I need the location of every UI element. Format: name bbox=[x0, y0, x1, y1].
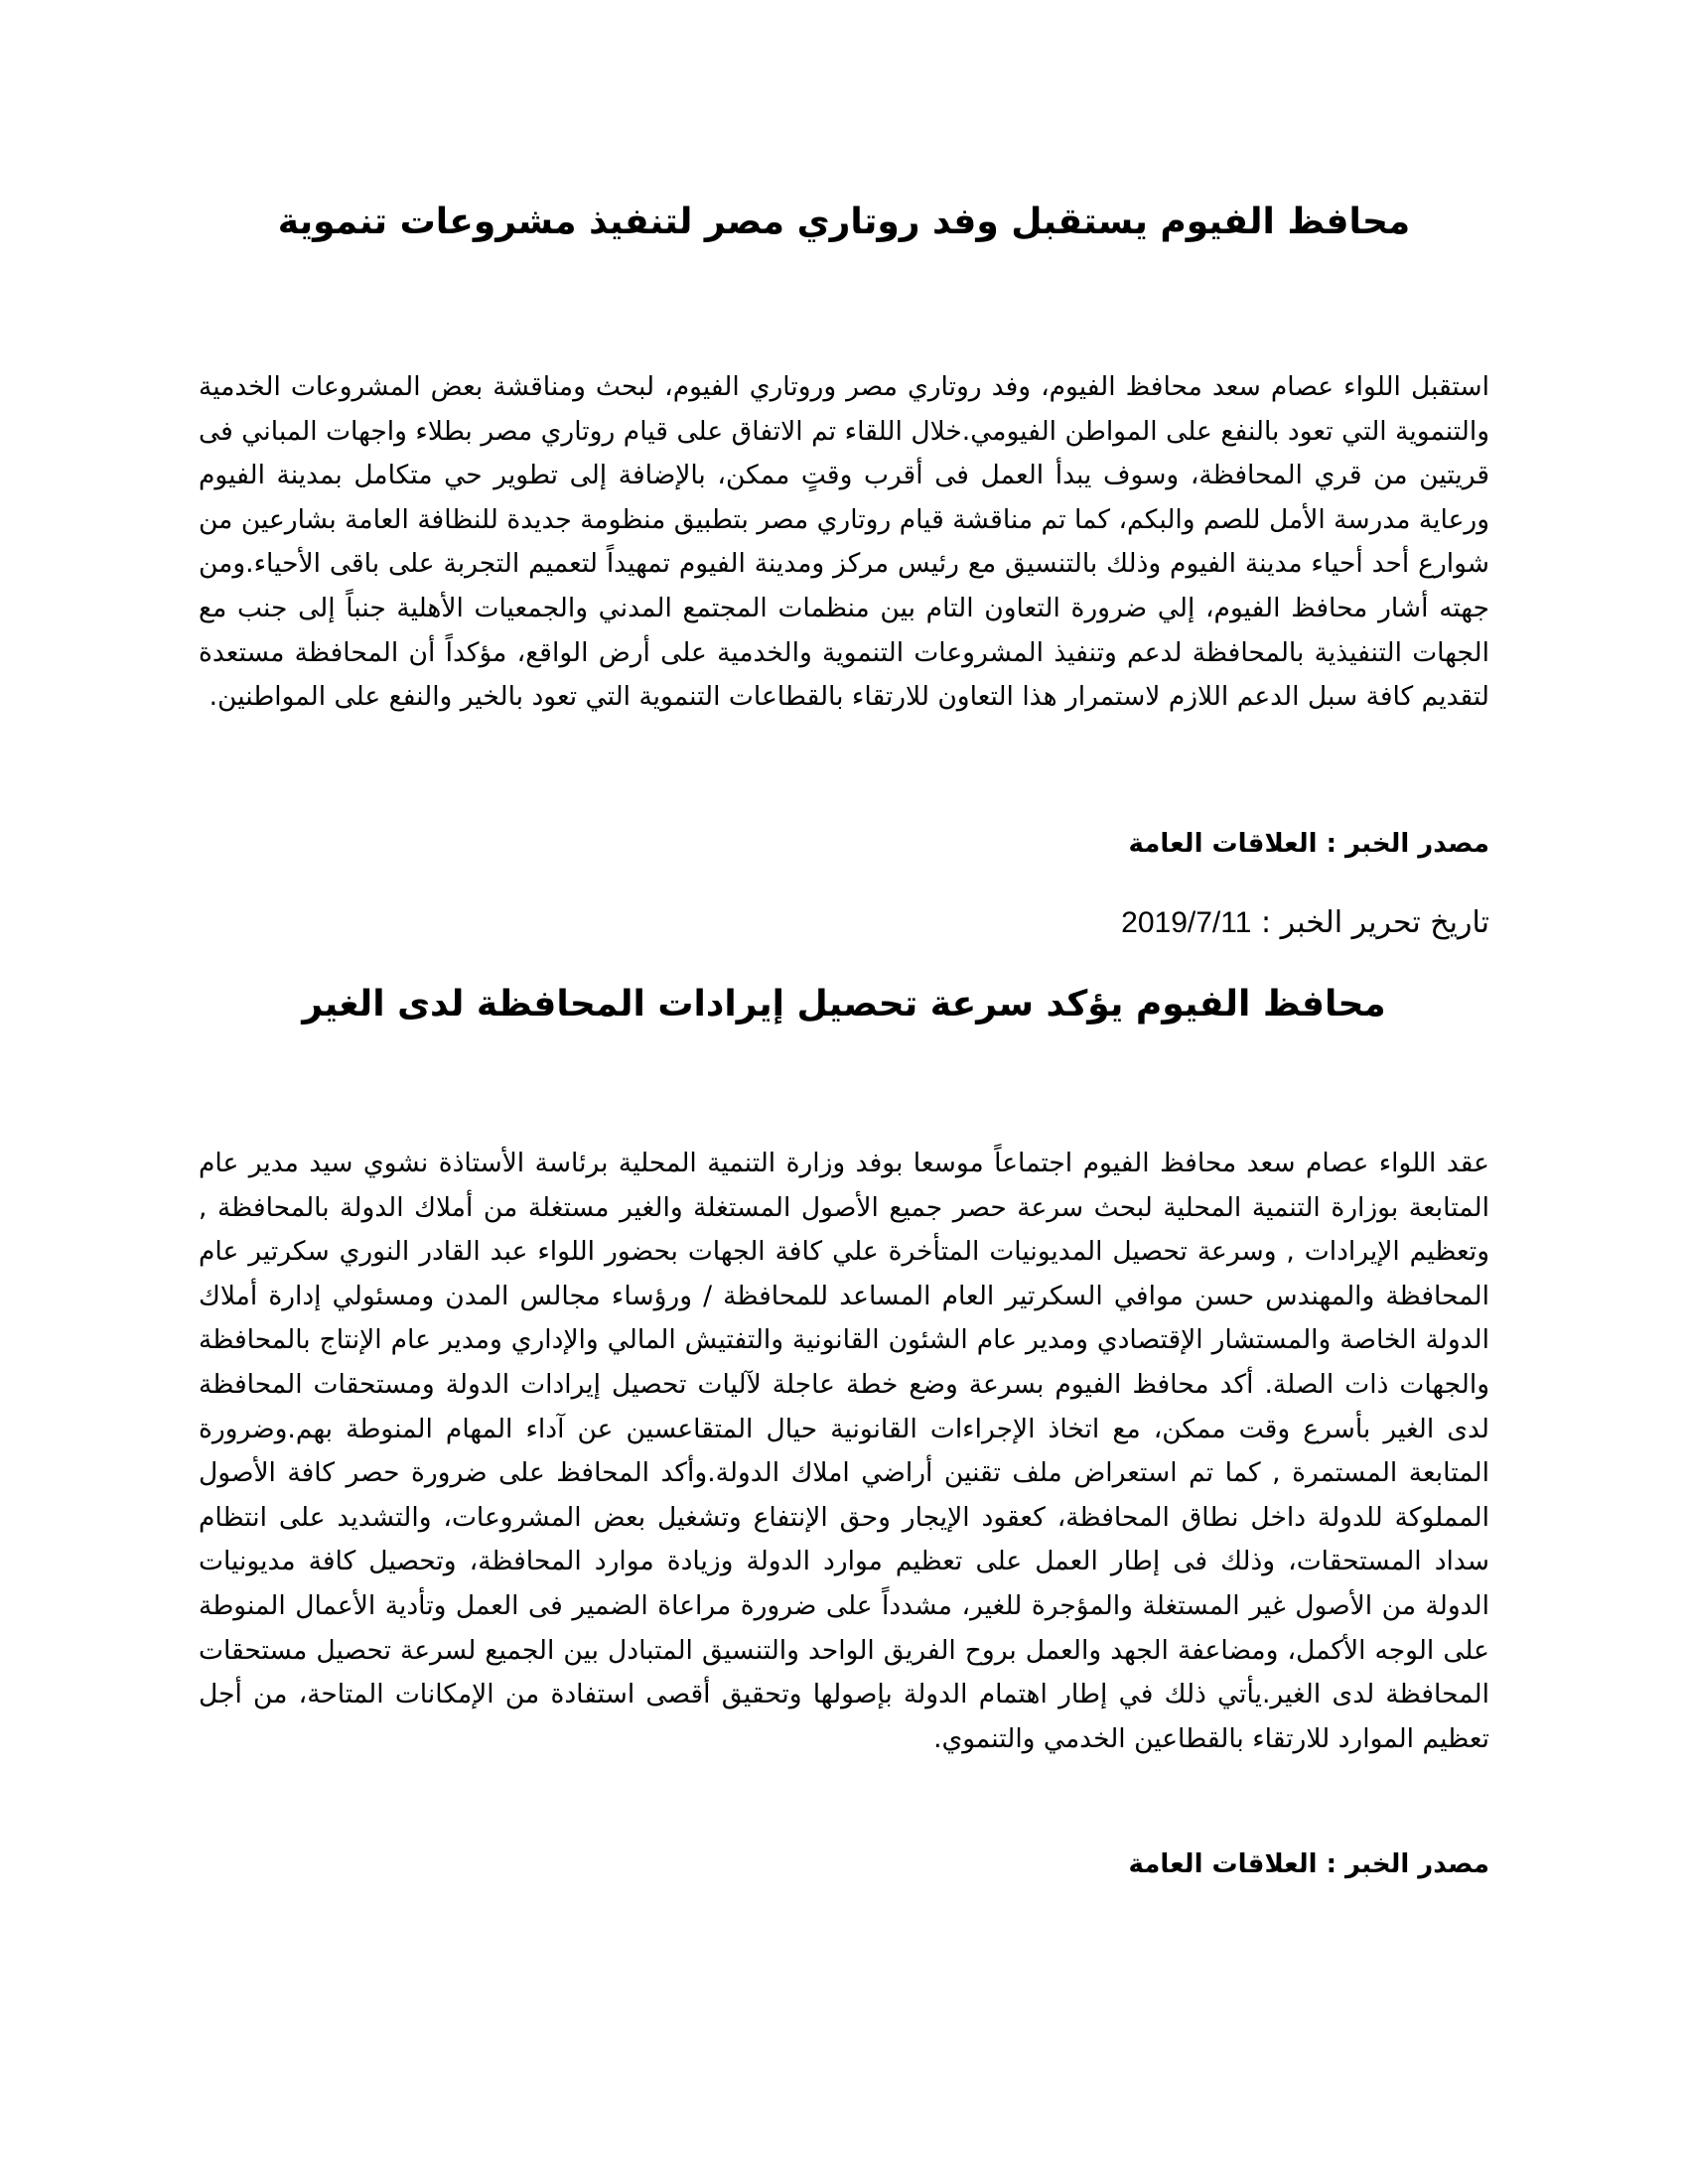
article-date-line bbox=[199, 903, 1489, 943]
article-title: محافظ الفيوم يؤكد سرعة تحصيل إيرادات المحافظة لدى الغير bbox=[302, 984, 1386, 1024]
date-value: 2019/7/11 bbox=[1121, 906, 1252, 939]
news-article-date bbox=[199, 903, 1489, 943]
news-article-rotary bbox=[199, 199, 1489, 246]
news-article-rotary-source bbox=[199, 824, 1489, 864]
news-article-revenue-source bbox=[199, 1844, 1489, 1884]
news-article-revenue bbox=[199, 981, 1489, 1028]
date-label: تاريخ تحرير الخبر : bbox=[1260, 905, 1489, 940]
article-source: مصدر الخبر : العلاقات العامة bbox=[1128, 829, 1489, 859]
news-article-rotary-body bbox=[199, 365, 1489, 720]
article-body: استقبل اللواء عصام سعد محافظ الفيوم، وفد روتاري مصر وروتاري الفيوم، لبحث ومناقشة بعض المشروعات الخدمية والتنموية التي تعود بالنفع على المواطن الفيومي.خلال اللقاء تم الاتفاق على قيام روتاري مصر بطلاء واجهات المباني فى قريتين من قري المحافظة، وسوف يبدأ العمل فى أقرب وقتٍ ممكن، بالإضافة إلى تطوير حي متكامل بمدينة الفيوم ورعاية مدرسة الأمل للصم والبكم، كما تم مناقشة قيام روتاري مصر بتطبيق منظومة جديدة للنظافة العامة بشارعين من شوارع أحد أحياء مدينة الفيوم وذلك بالتنسيق مع رئيس مركز ومدينة الفيوم تمهيداً لتعميم التجربة على باقى الأحياء.ومن جهته أشار محافظ الفيوم، إلي ضرورة التعاون التام بين منظمات المجتمع المدني والجمعيات الأهلية جنباً إلى جنب مع الجهات التنفيذية بالمحافظة لدعم وتنفيذ المشروعات التنموية والخدمية على أرض الواقع، مؤكداً أن المحافظة مستعدة لتقديم كافة سبل الدعم اللازم لاستمرار هذا التعاون للارتقاء بالقطاعات التنموية التي تعود بالخير والنفع على المواطنين. bbox=[199, 371, 1489, 713]
article-title: محافظ الفيوم يستقبل وفد روتاري مصر لتنفيذ مشروعات تنموية bbox=[277, 202, 1411, 242]
news-article-revenue-body bbox=[199, 1142, 1489, 1761]
article-body: عقد اللواء عصام سعد محافظ الفيوم اجتماعاً موسعا بوفد وزارة التنمية المحلية برئاسة الأستاذة نشوي سيد مدير عام المتابعة بوزارة التنمية المحلية لبحث سرعة حصر جميع الأصول المستغلة والغير مستغلة من أملاك الدولة بالمحافظة , وتعظيم الإيرادات , وسرعة تحصيل المديونيات المتأخرة علي كافة الجهات بحضور اللواء عبد القادر النوري سكرتير عام المحافظة والمهندس حسن موافي السكرتير العام المساعد للمحافظة / ورؤساء مجالس المدن ومسئولي إدارة أملاك الدولة الخاصة والمستشار الإقتصادي ومدير عام الشئون القانونية والتفتيش المالي والإداري ومدير عام الإنتاج بالمحافظة والجهات ذات الصلة. أكد محافظ الفيوم بسرعة وضع خطة عاجلة لآليات تحصيل إيرادات الدولة ومستحقات المحافظة لدى الغير بأسرع وقت ممكن، مع اتخاذ الإجراءات القانونية حيال المتقاعسين عن آداء المهام المنوطة بهم.وضرورة المتابعة المستمرة , كما تم استعراض ملف تقنين أراضي املاك الدولة.وأكد المحافظ على ضرورة حصر كافة الأصول المملوكة للدولة داخل نطاق المحافظة، كعقود الإيجار وحق الإنتفاع وتشغيل بعض المشروعات، والتشديد على انتظام سداد المستحقات، وذلك فى إطار العمل على تعظيم موارد الدولة وزيادة موارد المحافظة، وتحصيل كافة مديونيات الدولة من الأصول غير المستغلة والمؤجرة للغير، مشدداً على ضرورة مراعاة الضمير فى العمل وتأدية الأعمال المنوطة على الوجه الأكمل، ومضاعفة الجهد والعمل بروح الفريق الواحد والتنسيق المتبادل بين الجميع لسرعة تحصيل مستحقات المحافظة لدى الغير.يأتي ذلك في إطار اهتمام الدولة بإصولها وتحقيق أقصى استفادة من الإمكانات المتاحة، من أجل تعظيم الموارد للارتقاء بالقطاعين الخدمي والتنموي. bbox=[199, 1148, 1489, 1754]
article-source: مصدر الخبر : العلاقات العامة bbox=[1128, 1849, 1489, 1879]
